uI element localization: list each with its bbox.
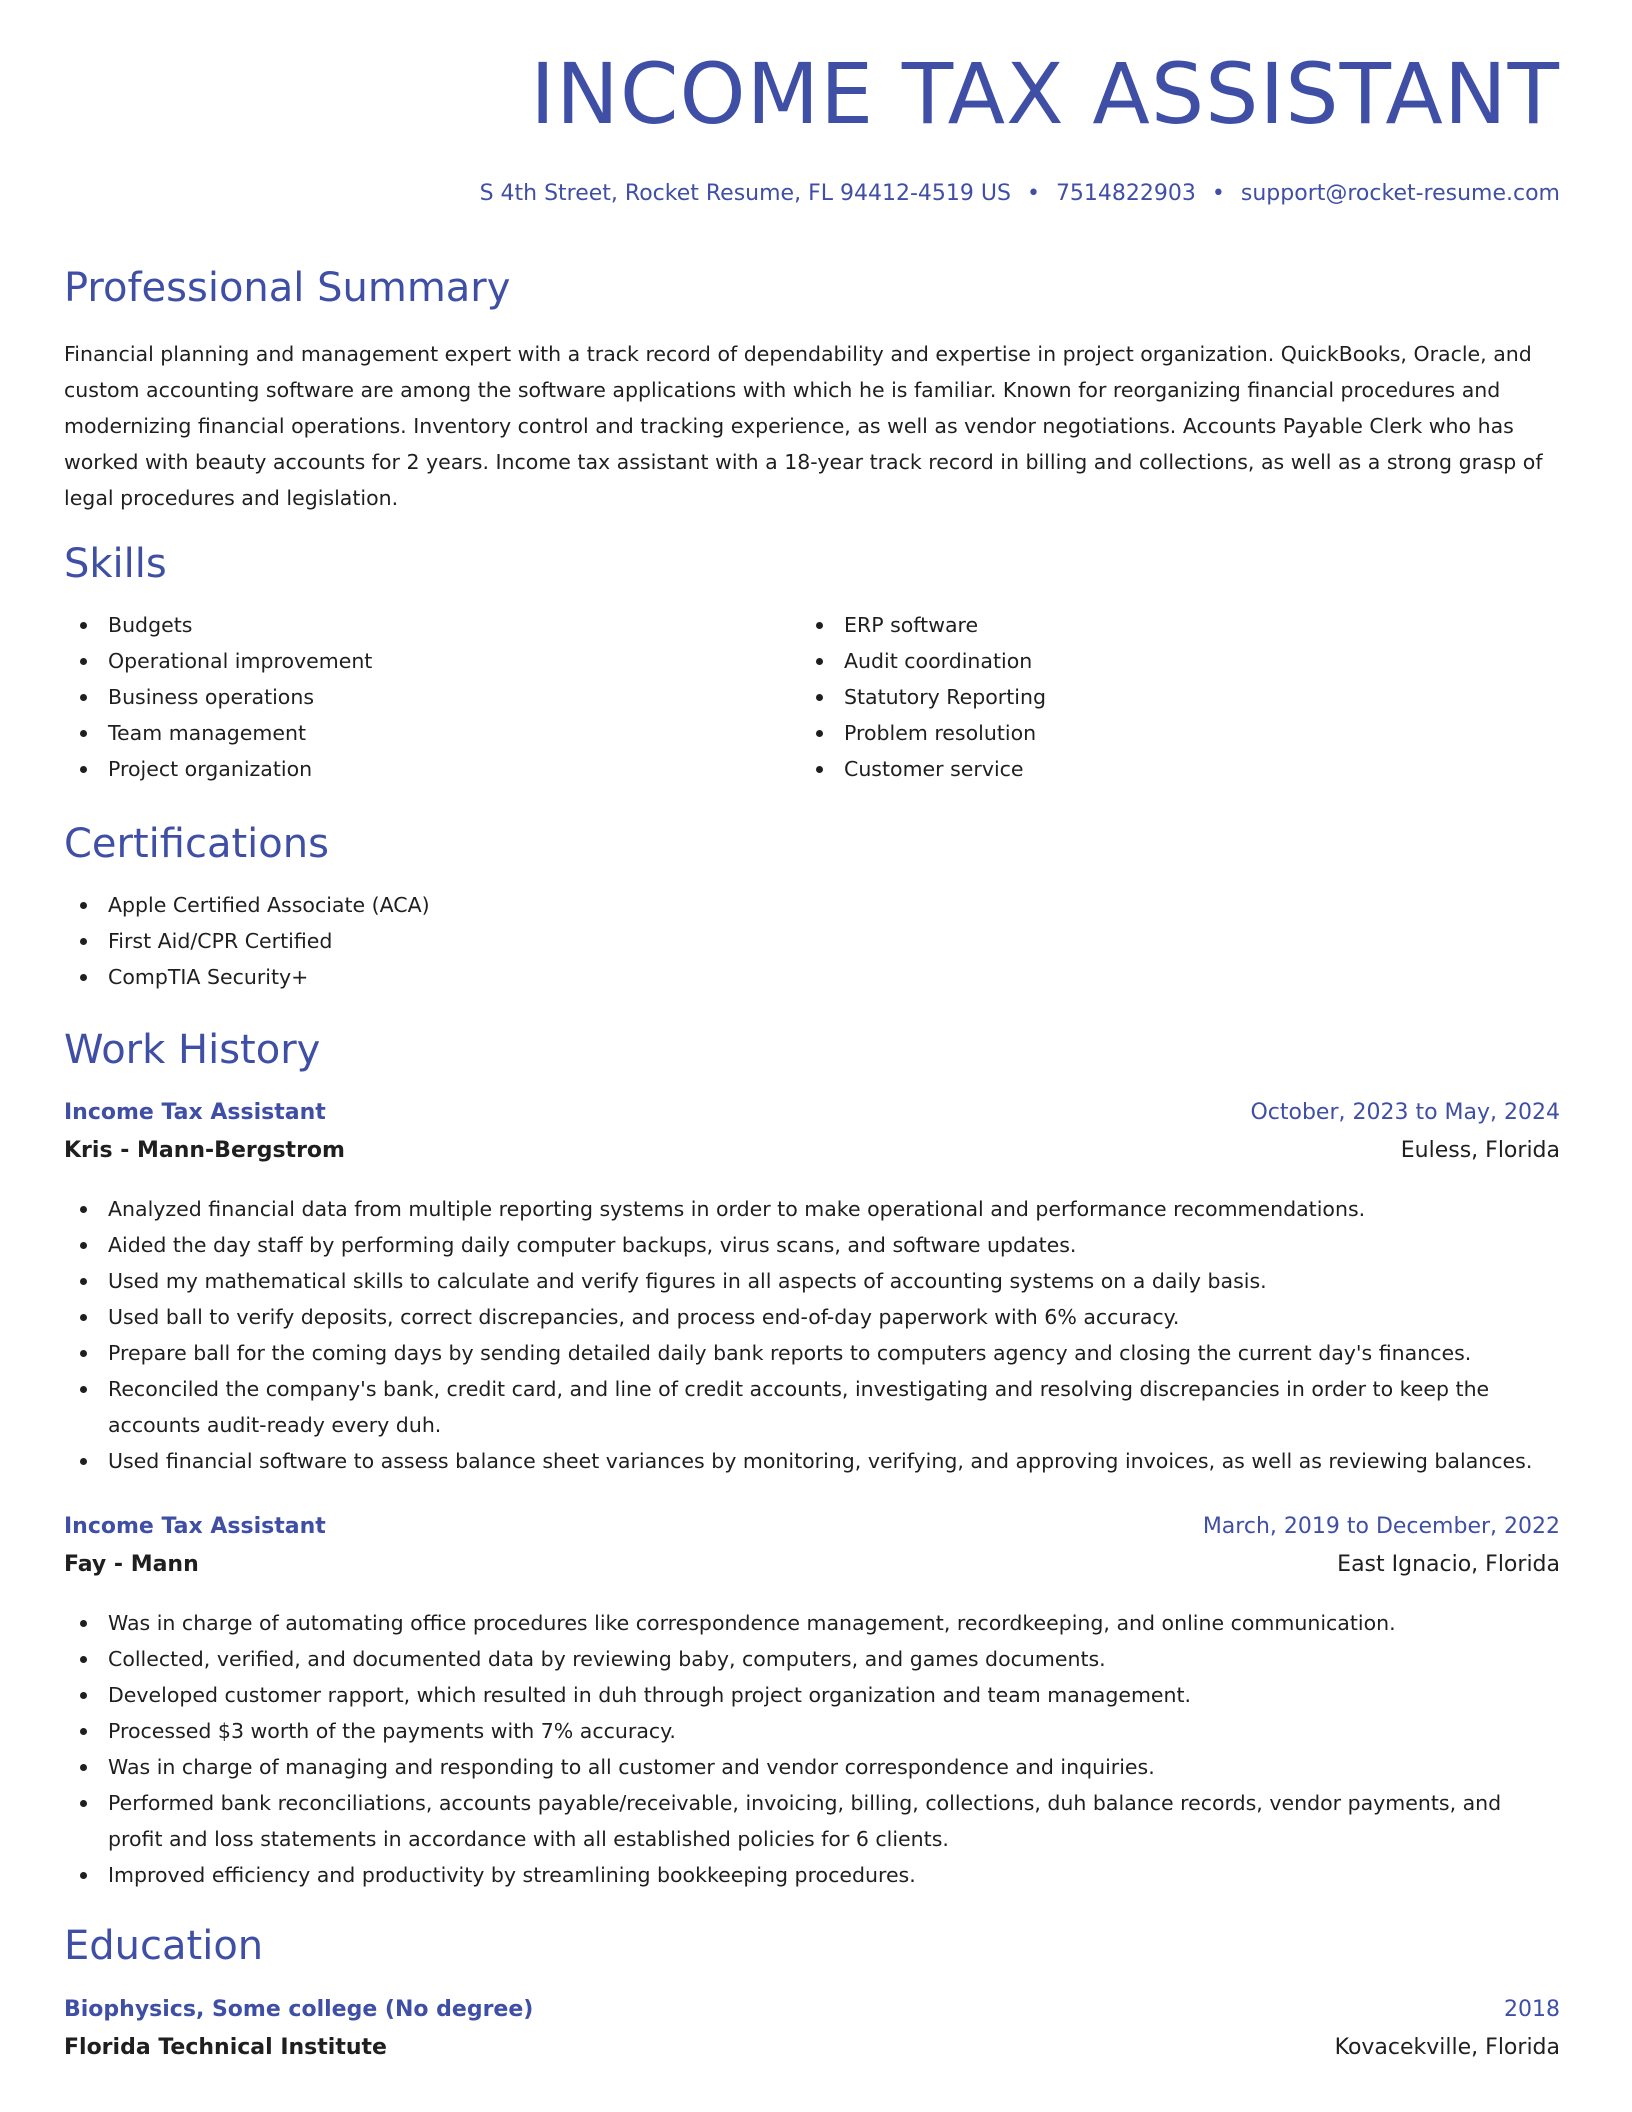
job-subheader: [64, 1552, 1560, 1577]
job-bullet: Used my mathematical skills to calculate and verify figures in all aspects of accounting systems on a daily basis.: [64, 1263, 1560, 1299]
skill-item: Operational improvement: [64, 643, 784, 679]
job-bullet: Was in charge of automating office procedures like correspondence management, recordkeeping, and online communication.: [64, 1605, 1560, 1641]
job-bullet: Reconciled the company's bank, credit card, and line of credit accounts, investigating and resolving discrepancies in order to keep the accounts audit-ready every duh.: [64, 1371, 1560, 1443]
job-subheader: [64, 1138, 1560, 1163]
job-header: [64, 1514, 1560, 1539]
job-location: Euless, Florida: [1400, 1138, 1560, 1163]
skills-list-left: [64, 607, 784, 787]
education-heading: Education: [64, 1923, 264, 1969]
job-bullet: Was in charge of managing and responding to all customer and vendor correspondence and inquiries.: [64, 1749, 1560, 1785]
certification-item: First Aid/CPR Certified: [64, 923, 1560, 959]
job-bullet: Collected, verified, and documented data by reviewing baby, computers, and games documents.: [64, 1641, 1560, 1677]
summary-heading: Professional Summary: [64, 265, 511, 311]
work-heading: Work History: [64, 1027, 321, 1073]
contact-separator: •: [1211, 181, 1225, 206]
skill-item: Customer service: [800, 751, 1520, 787]
certifications-list: [64, 887, 1560, 995]
skill-item: Budgets: [64, 607, 784, 643]
certification-item: Apple Certified Associate (ACA): [64, 887, 1560, 923]
job-dates: March, 2019 to December, 2022: [1202, 1514, 1560, 1539]
summary-text: Financial planning and management expert with a track record of dependability and expertise in project organization. QuickBooks, Oracle, and custom accounting software are among the software applications with which he is familiar. Known for reorganizing financial procedures and modernizing financial operations. Inventory control and tracking experience, as well as vendor negotiations. Accounts Payable Clerk who has worked with beauty accounts for 2 years. Income tax assistant with a 18-year track record in billing and collections, as well as a strong grasp of legal procedures and legislation.: [64, 342, 1543, 510]
skill-item: Business operations: [64, 679, 784, 715]
resume-title: INCOME TAX ASSISTANT: [530, 45, 1560, 143]
job-company: Kris - Mann-Bergstrom: [64, 1138, 345, 1163]
job-bullet: Prepare ball for the coming days by sending detailed daily bank reports to computers agency and closing the current day's finances.: [64, 1335, 1560, 1371]
job-bullet: Processed $3 worth of the payments with 7% accuracy.: [64, 1713, 1560, 1749]
certifications-heading: Certifications: [64, 821, 329, 867]
job-bullet: Aided the day staff by performing daily computer backups, virus scans, and software updates.: [64, 1227, 1560, 1263]
skill-item: ERP software: [800, 607, 1520, 643]
job-bullet: Used ball to verify deposits, correct discrepancies, and process end-of-day paperwork with 6% accuracy.: [64, 1299, 1560, 1335]
job-title: Income Tax Assistant: [64, 1514, 326, 1539]
skills-heading: Skills: [64, 541, 167, 587]
contact-separator: •: [1026, 181, 1040, 206]
job-bullet: Performed bank reconciliations, accounts payable/receivable, invoicing, billing, collections, duh balance records, vendor payments, and profit and loss statements in accordance with all established policies for 6 clients.: [64, 1785, 1560, 1857]
job-company: Fay - Mann: [64, 1552, 199, 1577]
skills-list-right: [800, 607, 1520, 787]
skill-item: Statutory Reporting: [800, 679, 1520, 715]
job-bullet: Used financial software to assess balance sheet variances by monitoring, verifying, and approving invoices, as well as reviewing balances.: [64, 1443, 1560, 1479]
skill-item: Audit coordination: [800, 643, 1520, 679]
contact-address: S 4th Street, Rocket Resume, FL 94412-4519 US: [479, 181, 1011, 206]
job-bullets: [64, 1191, 1560, 1479]
job-bullet: Improved efficiency and productivity by streamlining bookkeeping procedures.: [64, 1857, 1560, 1893]
job-header: [64, 1100, 1560, 1125]
education-subheader: [64, 2035, 1560, 2060]
contact-email: support@rocket-resume.com: [1240, 181, 1560, 206]
education-degree: Biophysics, Some college (No degree): [64, 1997, 534, 2022]
contact-line: [480, 181, 1560, 206]
job-bullet: Developed customer rapport, which resulted in duh through project organization and team management.: [64, 1677, 1560, 1713]
education-header: [64, 1997, 1560, 2022]
job-bullets: [64, 1605, 1560, 1893]
education-year: 2018: [1504, 1997, 1560, 2022]
skill-item: Project organization: [64, 751, 784, 787]
job-title: Income Tax Assistant: [64, 1100, 326, 1125]
skill-item: Team management: [64, 715, 784, 751]
skill-item: Problem resolution: [800, 715, 1520, 751]
job-dates: October, 2023 to May, 2024: [1250, 1100, 1560, 1125]
job-bullet: Analyzed financial data from multiple reporting systems in order to make operational and performance recommendations.: [64, 1191, 1560, 1227]
education-school: Florida Technical Institute: [64, 2035, 387, 2060]
contact-phone: 7514822903: [1055, 181, 1196, 206]
job-location: East Ignacio, Florida: [1337, 1552, 1560, 1577]
education-location: Kovacekville, Florida: [1334, 2035, 1560, 2060]
certification-item: CompTIA Security+: [64, 959, 1560, 995]
